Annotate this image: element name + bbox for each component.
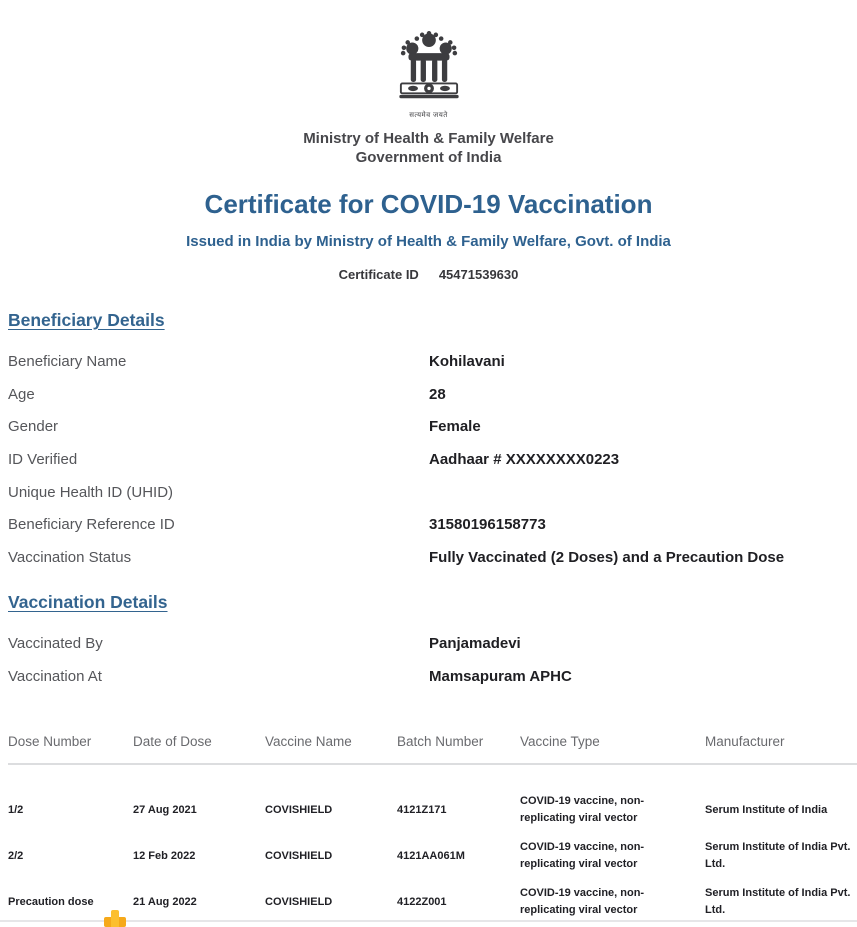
cell-vaccine-name: COVISHIELD: [265, 895, 333, 908]
section-heading-beneficiary-details: Beneficiary Details: [8, 310, 165, 330]
cell-date-of-dose: 12 Feb 2022: [133, 849, 196, 862]
cell-vaccine-type: COVID-19 vaccine, non-replicating viral vector: [520, 841, 645, 870]
table-row-precaution-dose: [8, 879, 857, 925]
field-value: Kohilavani: [429, 352, 505, 370]
column-header-vaccine-type: Vaccine Type: [520, 733, 600, 749]
certificate-id-value: 45471539630: [438, 267, 519, 282]
certificate-subtitle: Issued in India by Ministry of Health & Family Welfare, Govt. of India: [186, 233, 671, 250]
table-header-divider: [8, 763, 857, 765]
field-row-vaccination-status: [0, 541, 857, 574]
field-row-vaccination-at: [0, 660, 857, 693]
field-label: Age: [8, 385, 35, 403]
column-header-vaccine-name: Vaccine Name: [265, 733, 352, 749]
field-value: 31580196158773: [429, 516, 546, 534]
cell-batch-number: 4121AA061M: [397, 849, 465, 862]
field-row-vaccinated-by: [0, 627, 857, 660]
dose-table-header: [8, 734, 857, 749]
emblem-block: [0, 0, 857, 120]
cell-vaccine-name: COVISHIELD: [265, 849, 333, 862]
field-value: Aadhaar # XXXXXXXX0223: [429, 450, 620, 468]
field-value: Mamsapuram APHC: [429, 667, 572, 685]
field-row-uhid: [0, 476, 857, 509]
field-row-beneficiary-name: [0, 345, 857, 378]
vaccination-fields: [0, 627, 857, 693]
field-value: Fully Vaccinated (2 Doses) and a Precaution Dose: [429, 548, 785, 566]
column-header-date-of-dose: Date of Dose: [133, 733, 212, 749]
cell-date-of-dose: 21 Aug 2022: [133, 895, 197, 908]
cell-dose-number: 1/2: [8, 803, 24, 816]
field-label: ID Verified: [8, 450, 78, 468]
beneficiary-fields: [0, 345, 857, 574]
footer-divider: [0, 920, 857, 922]
cell-vaccine-name: COVISHIELD: [265, 803, 333, 816]
field-label: Vaccination Status: [8, 548, 132, 566]
field-label: Gender: [8, 418, 59, 436]
column-header-dose-number: Dose Number: [8, 733, 92, 749]
field-value: Panjamadevi: [429, 634, 521, 652]
emblem-motto: सत्यमेव जयते: [409, 112, 448, 119]
certificate-id-row: [0, 267, 857, 282]
field-row-id-verified: [0, 443, 857, 476]
dose-table: [0, 734, 857, 925]
field-label: Beneficiary Reference ID: [8, 516, 175, 534]
national-emblem-icon: [391, 27, 467, 105]
ministry-line2: Government of India: [355, 149, 502, 166]
field-label: Beneficiary Name: [8, 352, 127, 370]
column-header-manufacturer: Manufacturer: [705, 733, 785, 749]
cell-vaccine-type: COVID-19 vaccine, non-replicating viral vector: [520, 795, 645, 824]
certificate-title: Certificate for COVID-19 Vaccination: [204, 189, 653, 219]
cell-vaccine-type: COVID-19 vaccine, non-replicating viral vector: [520, 887, 645, 916]
field-value: 28: [429, 385, 446, 403]
section-heading-vaccination-details: Vaccination Details: [8, 591, 168, 612]
certificate-id-label: Certificate ID: [338, 267, 419, 282]
cell-manufacturer: Serum Institute of India Pvt. Ltd.: [705, 887, 851, 916]
cell-manufacturer: Serum Institute of India Pvt. Ltd.: [705, 841, 851, 870]
cell-dose-number: 2/2: [8, 849, 24, 862]
cell-dose-number: Precaution dose: [8, 895, 94, 908]
dose-table-body: [8, 787, 857, 925]
field-row-beneficiary-reference-id: [0, 508, 857, 541]
ministry-header: [0, 129, 857, 167]
cell-date-of-dose: 27 Aug 2021: [133, 803, 197, 816]
field-label: Vaccinated By: [8, 634, 103, 652]
ministry-line1: Ministry of Health & Family Welfare: [303, 130, 554, 147]
cell-manufacturer: Serum Institute of India: [705, 803, 828, 816]
cell-batch-number: 4121Z171: [397, 803, 447, 816]
field-label: Unique Health ID (UHID): [8, 483, 174, 501]
table-row-dose-1: [8, 787, 857, 833]
field-value: Female: [429, 418, 481, 436]
column-header-batch-number: Batch Number: [397, 733, 484, 749]
field-label: Vaccination At: [8, 667, 102, 685]
field-row-gender: [0, 410, 857, 443]
cell-batch-number: 4122Z001: [397, 895, 447, 908]
table-row-dose-2: [8, 833, 857, 879]
field-row-age: [0, 378, 857, 411]
health-plus-logo-icon: [104, 910, 126, 927]
